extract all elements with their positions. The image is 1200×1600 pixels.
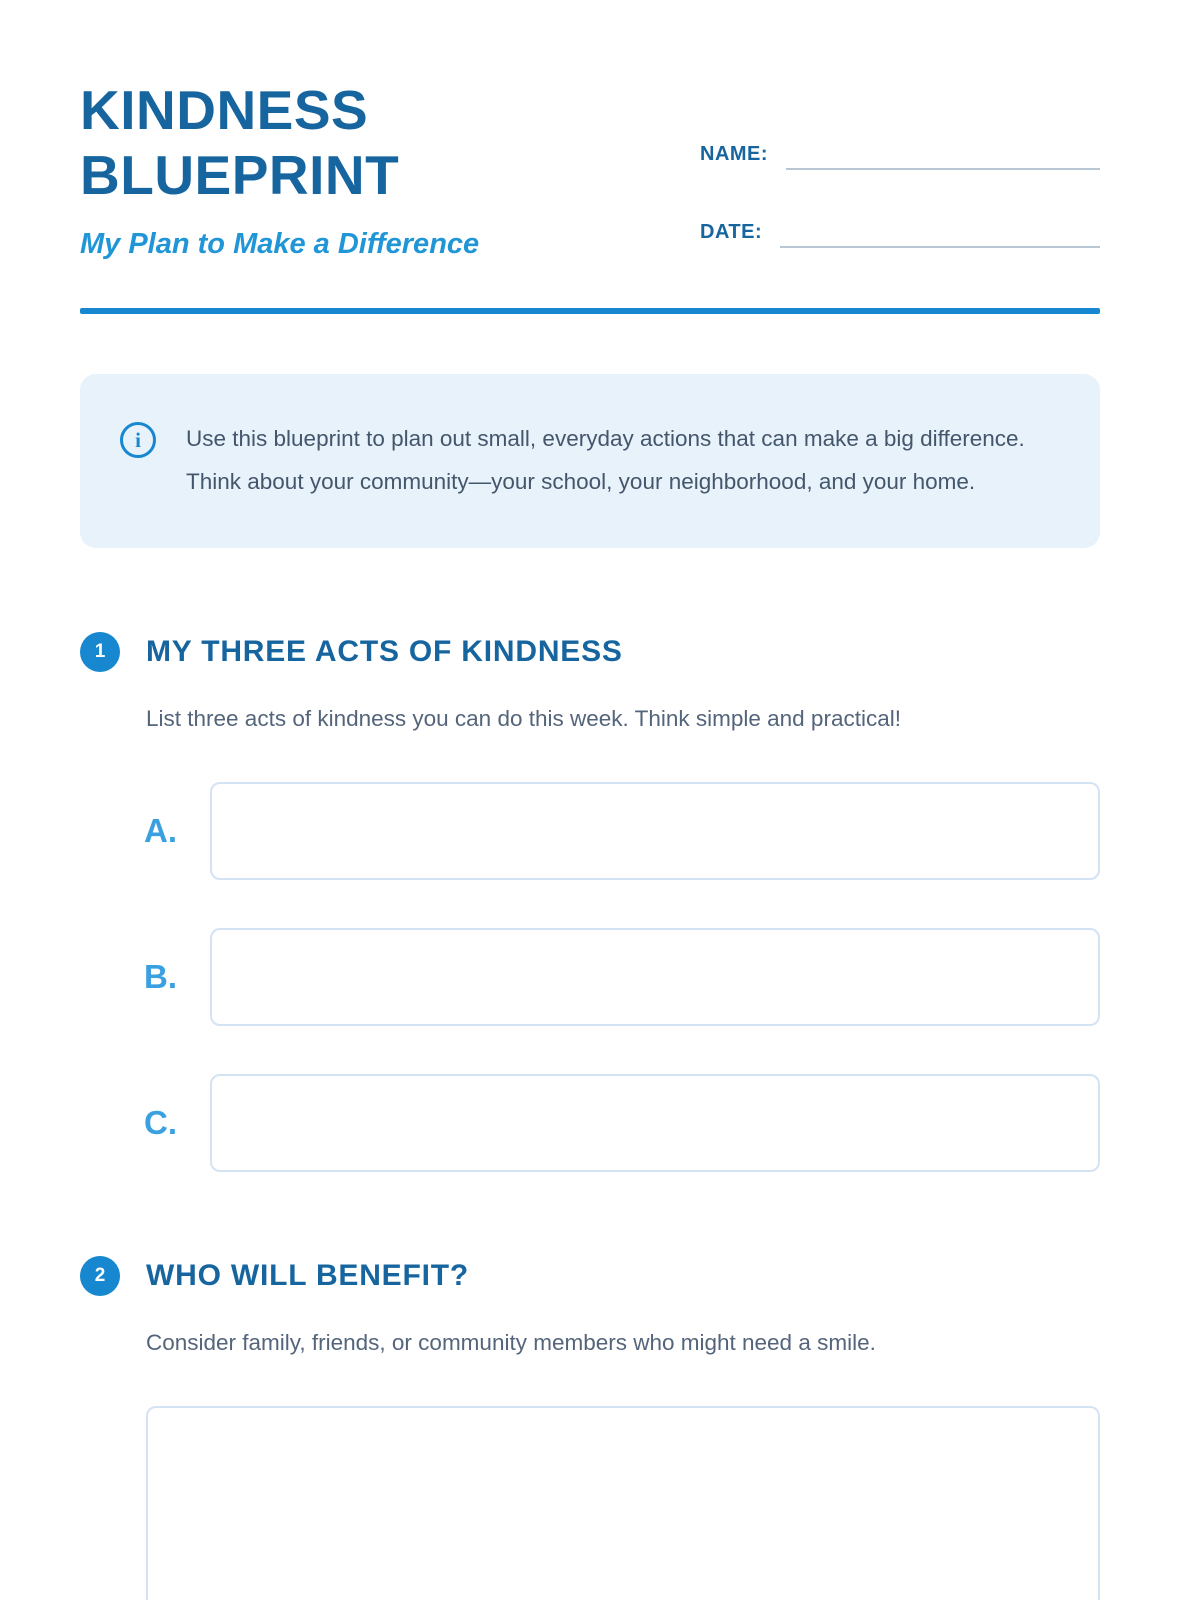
act-b-label: B.	[144, 957, 177, 995]
header-title-block	[80, 78, 479, 261]
name-label: NAME:	[700, 143, 769, 165]
act-row-b	[80, 928, 1100, 1026]
section-1-number-badge: 1	[80, 632, 120, 672]
section-1-title: MY THREE ACTS OF KINDNESS	[146, 634, 623, 668]
date-field-row	[700, 214, 1100, 248]
date-label: DATE:	[700, 221, 763, 243]
act-row-c	[80, 1074, 1100, 1172]
act-b-input[interactable]	[210, 928, 1100, 1026]
section-2-header	[80, 1256, 1100, 1296]
benefit-input[interactable]	[146, 1406, 1100, 1600]
info-text: Use this blueprint to plan out small, everyday actions that can make a big difference. Think about your community—your school, your neighborhood, and your home.	[186, 426, 1025, 494]
name-date-fields	[700, 136, 1100, 292]
act-a-input[interactable]	[210, 782, 1100, 880]
section-2-number-badge: 2	[80, 1256, 120, 1296]
date-input[interactable]	[780, 214, 1100, 248]
section-1-description: List three acts of kindness you can do this week. Think simple and practical!	[146, 705, 901, 731]
header-divider	[80, 308, 1100, 314]
act-c-label: C.	[144, 1103, 177, 1141]
section-2-title: WHO WILL BENEFIT?	[146, 1258, 470, 1292]
act-a-label: A.	[144, 811, 177, 849]
section-who-will-benefit	[80, 1256, 1100, 1600]
benefit-input-wrap	[146, 1406, 1100, 1600]
header	[80, 78, 1100, 292]
info-icon: i	[120, 422, 156, 458]
page-title-line1: KINDNESS	[80, 79, 369, 141]
act-c-input[interactable]	[210, 1074, 1100, 1172]
name-input[interactable]	[786, 136, 1100, 170]
page-subtitle: My Plan to Make a Difference	[80, 227, 480, 260]
name-field-row	[700, 136, 1100, 170]
act-row-a	[80, 782, 1100, 880]
page-title	[80, 78, 479, 208]
page-title-line2: BLUEPRINT	[80, 143, 400, 206]
acts-list	[80, 782, 1100, 1172]
section-2-description: Consider family, friends, or community members who might need a smile.	[146, 1329, 876, 1355]
info-box	[80, 374, 1100, 548]
section-1-header	[80, 632, 1100, 672]
section-acts-of-kindness	[80, 632, 1100, 1172]
